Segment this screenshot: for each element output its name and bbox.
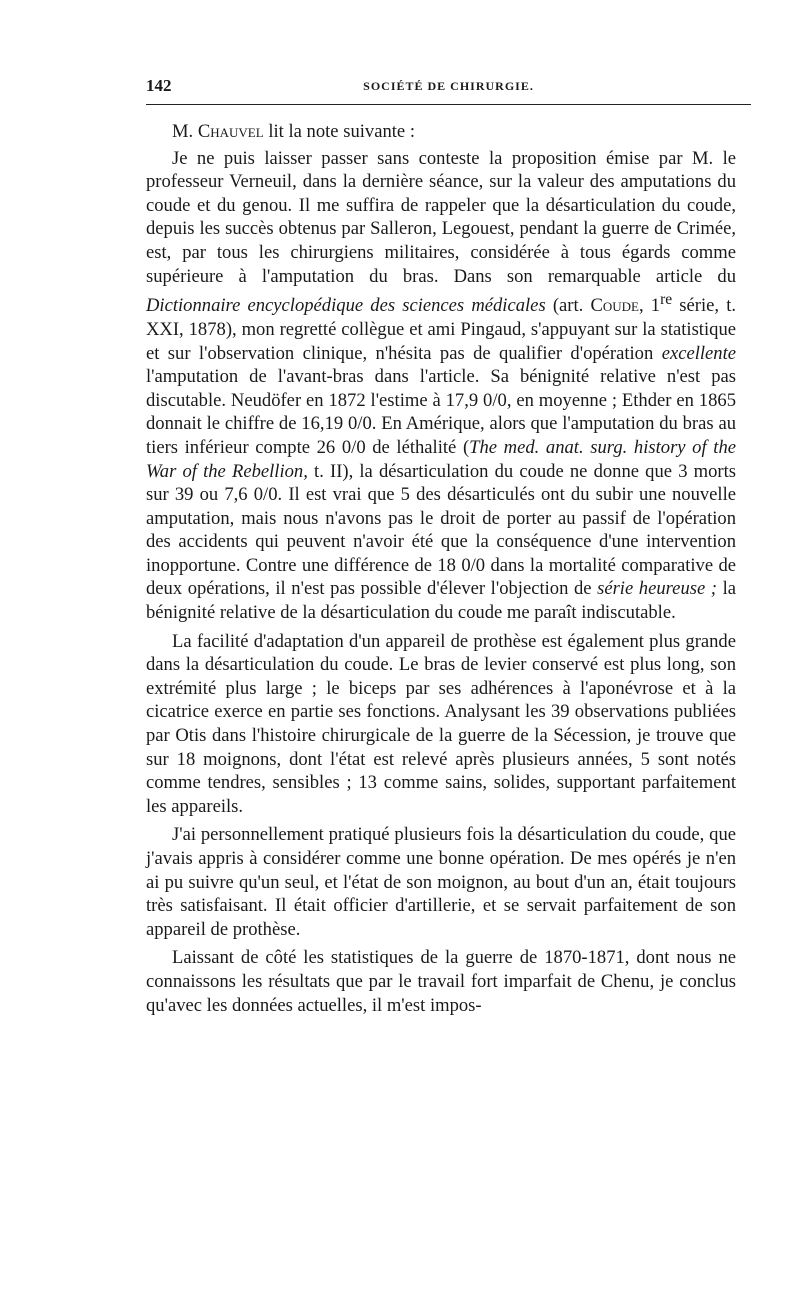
p1-smallcaps-coude: Coude (590, 295, 639, 317)
running-title: SOCIÉTÉ DE CHIRURGIE. (363, 79, 534, 93)
header-rule (146, 104, 751, 105)
paragraph-4: Laissant de côté les statistiques de la guerre de 1870-1871, dont nous ne connaissons les résultats que par le travail fort imparfait de Chenu, je conclus qu'avec les données actuelles, il m'est impos- (146, 947, 736, 1016)
intro-line (146, 120, 736, 144)
page-number: 142 (146, 76, 172, 95)
p1-text-3: , 1 (638, 295, 661, 317)
page-header (146, 76, 751, 102)
p1-italic-excellente: excellente (661, 342, 736, 364)
p1-italic-serie: série heureuse ; (597, 578, 717, 600)
paragraph-3: J'ai personnellement pratiqué plusieurs fois la désarticulation du coude, que j'avais appris à considérer comme une bonne opération. De mes opérés je n'en ai pu suivre qu'un seul, et l'état de son moignon, au bout d'un an, était toujours très satisfaisant. Il était officier d'artillerie, et se servait parfaitement de son appareil de prothèse. (146, 824, 736, 940)
p1-superscript: re (660, 291, 673, 309)
p1-italic-history: The med. anat. surg. history of the War of the Rebellion, (146, 436, 736, 482)
paragraph-1 (146, 147, 736, 625)
intro-prefix: M. (172, 121, 198, 142)
p1-text-4: série, t. XXI, 1878), mon regretté collègue et ami Pingaud, s'appuyant sur la statistique et sur l'observation clinique, n'hésita pas de qualifier d'opération (146, 295, 737, 364)
p1-text-6: t. II), la désarticulation du coude ne donne que 3 morts sur 39 ou 7,6 0/0. Il est vrai que 5 des désarticulés ont du subir une nouvelle amputation, mais nous n'avons pas le droit de porter au passif de l'opération des accidents qui peuvent n'avoir été que la conséquence d'une intervention inopportune. Contre une différence de 18 0/0 dans la mortalité comparative de deux opérations, il n'est pas possible d'élever l'objection de (146, 460, 736, 600)
intro-suffix: lit la note suivante : (263, 121, 415, 142)
p1-text-7: la bénignité relative de la désarticulation du coude me paraît indiscutable. (146, 578, 736, 624)
p1-italic-dictionnaire: Dictionnaire encyclopédique des sciences médicales (146, 295, 546, 317)
p1-text-5: l'amputation de l'avant-bras dans l'article. Sa bénignité relative n'est pas discutable. Neudöfer en 1872 l'estime à 17,9 0/0, en moyenne ; Ethder en 1865 donnait le chiffre de 16,19 0/0. En Amérique, alors que l'amputation du bras au tiers inférieur compte 26 0/0 de léthalité ( (146, 366, 736, 458)
p1-text-2: (art. (545, 295, 591, 317)
body-text (146, 120, 736, 1022)
speaker-name: Chauvel (197, 121, 264, 142)
paragraph-2: La facilité d'adaptation d'un appareil de prothèse est également plus grande dans la désarticulation du coude. Le bras de levier conservé est plus long, son extrémité plus large ; le biceps par ses adhérences à l'aponévrose et à la cicatrice exerce en partie ses fonctions. Analysant les 39 observations publiées par Otis dans l'histoire chirurgicale de la guerre de la Sécession, je trouve que sur 18 moignons, dont l'état est relevé après plusieurs années, 5 sont notés comme tendres, sensibles ; 13 comme sains, solides, supportant parfaitement les appareils. (146, 630, 736, 817)
p1-text-1: Je ne puis laisser passer sans conteste la proposition émise par M. le professeur Verneuil, dans la dernière séance, sur la valeur des amputations du coude et du genou. Il me suffira de rappeler que la désarticulation du coude, depuis les succès obtenus par Salleron, Legouest, pendant la guerre de Crimée, est, par tous les chirurgiens militaires, considérée à tous égards comme supérieure à l'amputation du bras. Dans son remarquable article du (146, 147, 736, 287)
